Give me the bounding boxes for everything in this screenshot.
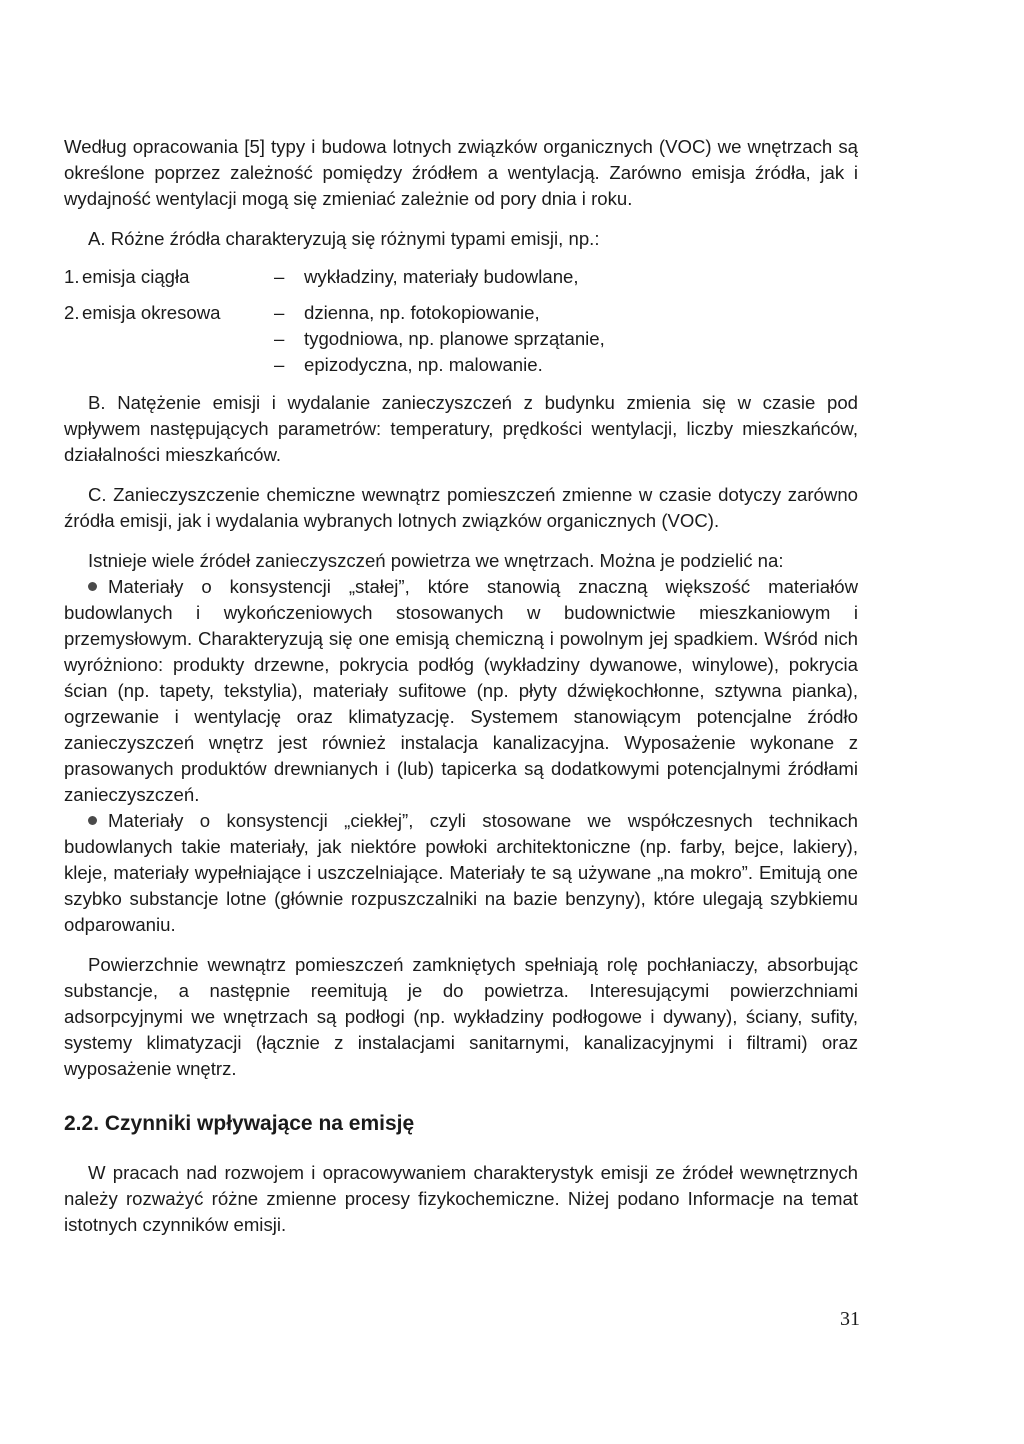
list-item-dash: – [274,354,285,375]
section-heading: 2.2. Czynniki wpływające na emisję [64,1112,415,1135]
list-item-desc: tygodniowa, np. planowe sprzątanie, [304,328,605,349]
point-b-text: Natężenie emisji i wydalanie zanieczyszczeń z budynku zmienia się w czasie pod wpływem następujących parametrów: temperatury, prędkości wentylacji, liczby mieszkańców, działalności mieszkańców. [64,392,858,465]
list-item-number: 1. [64,266,80,287]
point-b-label: B. [88,392,106,413]
bullet-liquid-text: Materiały o konsystencji „ciekłej”, czyli stosowane we współczesnych technikach budowlanych takie materiały, jak niektóre powłoki architektoniczne (np. farby, bejce, lakiery), kleje, materiały wypełniające i uszczelniające. Materiały te są używane „na mokro”. Emitują one szybko substancje lotne (głównie rozpuszczalniki na bazie benzyny), które ulegają szybkiemu odparowaniu. [64,810,858,935]
list-item [64,300,858,326]
point-a: A. Różne źródła charakteryzują się różnymi typami emisji, np.: [88,228,600,249]
surfaces-paragraph: Powierzchnie wewnątrz pomieszczeń zamkniętych spełniają rolę pochłaniaczy, absorbując substancje, a następnie reemitują je do powietrza. Interesującymi powierzchniami adsorpcyjnymi we wnętrzach są podłogi (np. wykładziny podłogowe i dywany), ściany, sufity, systemy klimatyzacji (łącznie z instalacjami sanitarnymi, kanalizacyjnymi i filtrami) oraz wyposażenie wnętrz. [64,954,858,1079]
section-body: W pracach nad rozwojem i opracowywaniem charakterystyk emisji ze źródeł wewnętrznych należy rozważyć różne zmienne procesy fizykochemiczne. Niżej podano Informacje na temat istotnych czynników emisji. [64,1162,858,1235]
point-c-label: C. [88,484,107,505]
emission-list [64,264,858,378]
page-content [64,134,858,1238]
bullet-icon [88,582,97,591]
page-number: 31 [840,1308,860,1330]
bullet-solid-materials [64,574,858,808]
list-item-dash: – [274,302,285,323]
sources-intro: Istnieje wiele źródeł zanieczyszczeń powietrza we wnętrzach. Można je podzielić na: [88,550,784,571]
list-item-number: 2. [64,302,80,323]
list-item [64,326,858,352]
list-item-dash: – [274,266,285,287]
point-b [64,390,858,468]
list-item-name: emisja okresowa [82,302,221,323]
list-item [64,264,858,290]
bullet-liquid-materials [64,808,858,938]
bullet-icon [88,816,97,825]
list-item-dash: – [274,328,285,349]
point-c [64,482,858,534]
list-item-desc: dzienna, np. fotokopiowanie, [304,302,540,323]
list-item [64,352,858,378]
list-item-desc: epizodyczna, np. malowanie. [304,354,543,375]
intro-paragraph: Według opracowania [5] typy i budowa lotnych związków organicznych (VOC) we wnętrzach są określone poprzez zależność pomiędzy źródłem a wentylacją. Zarówno emisja źródła, jak i wydajność wentylacji mogą się zmieniać zależnie od pory dnia i roku. [64,136,858,209]
list-item-name: emisja ciągła [82,266,190,287]
list-item-desc: wykładziny, materiały budowlane, [304,266,579,287]
point-c-text: Zanieczyszczenie chemiczne wewnątrz pomieszczeń zmienne w czasie dotyczy zarówno źródła emisji, jak i wydalania wybranych lotnych związków organicznych (VOC). [64,484,858,531]
bullet-solid-text: Materiały o konsystencji „stałej”, które stanowią znaczną większość materiałów budowlanych i wykończeniowych stosowanych w budownictwie mieszkaniowym i przemysłowym. Charakteryzują się one emisją chemiczną i powolnym jej spadkiem. Wśród nich wyróżniono: produkty drzewne, pokrycia podłóg (wykładziny dywanowe, winylowe), pokrycia ścian (np. tapety, tekstylia), materiały sufitowe (np. płyty dźwiękochłonne, sztywna pianka), ogrzewanie i wentylację oraz klimatyzację. Systemem stanowiącym potencjalne źródło zanieczyszczeń wnętrz jest również instalacja kanalizacyjna. Wyposażenie wykonane z prasowanych produktów drewnianych i (lub) tapicerka są dodatkowymi potencjalnymi źródłami zanieczyszczeń. [64,576,858,805]
